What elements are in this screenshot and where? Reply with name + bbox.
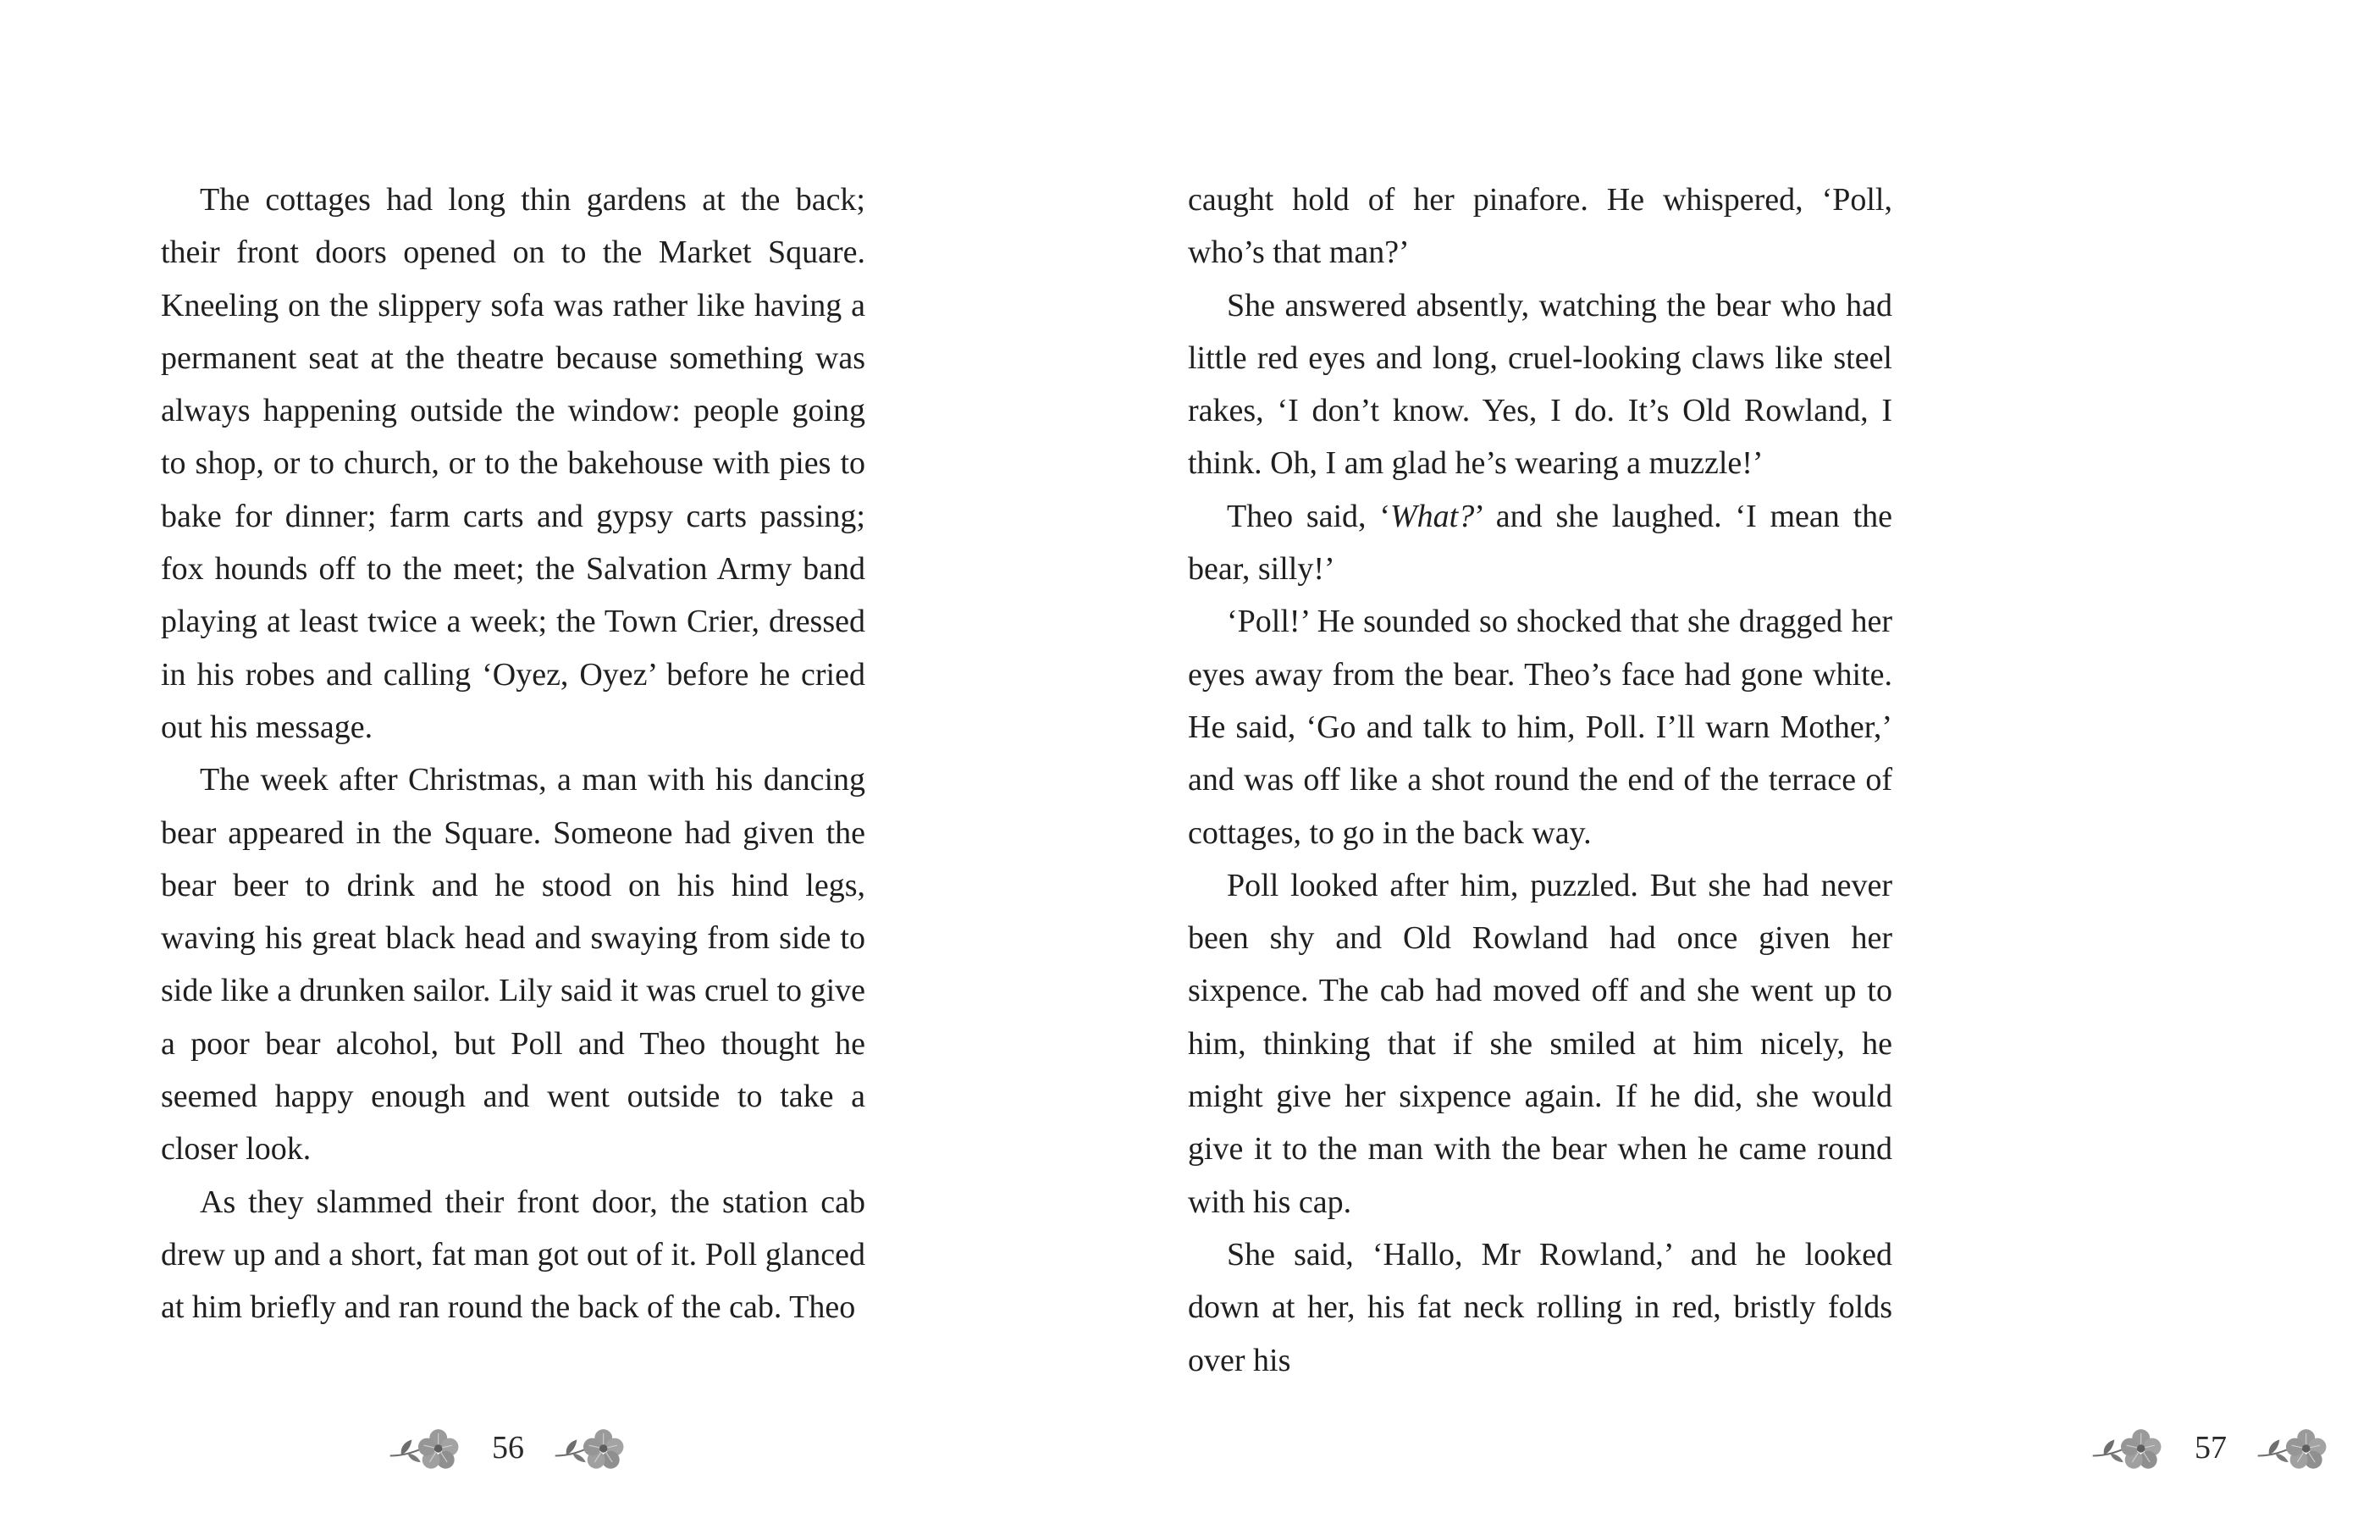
left-paragraph-1: The cottages had long thin gardens at the back; their front doors opened on to the Market Square. Kneeling on the slippery sofa was rather like having a permanent seat at the theatre because something was always happening outside the window: people going to shop, or to church, or to the bakehouse with pies to bake for dinner; farm carts and gypsy carts passing; fox hounds off to the meet; the Salvation Army band playing at least twice a week; the Town Crier, dressed in his robes and calling ‘Oyez, Oyez’ before he cried out his message. — [161, 182, 865, 745]
flower-sprig-icon — [2253, 1422, 2333, 1473]
right-paragraph-2: She answered absently, watching the bear who had little red eyes and long, cruel-looking claws like steel rakes, ‘I don’t know. Yes, I do. It’s Old Rowland, I think. Oh, I am glad he’s wearing a muzzle!’ — [1188, 287, 1892, 482]
right-page — [1016, 0, 2227, 1540]
right-page-text — [1188, 174, 1892, 1387]
paragraph-3-after: ’ and she laughed. ‘I mean the bear, silly!’ — [1188, 498, 1892, 588]
right-paragraph-1: caught hold of her pinafore. He whispered, ‘Poll, who’s that man?’ — [1188, 182, 1892, 271]
left-page-folio — [339, 1418, 677, 1477]
right-page-folio — [2041, 1418, 2380, 1477]
right-paragraph-4: ‘Poll!’ He sounded so shocked that she dragged her eyes away from the bear. Theo’s face had gone white. He said, ‘Go and talk to him, Poll. I’ll warn Mother,’ and was off like a shot round the end of the terrace of cottages, to go in the back way. — [1188, 604, 1892, 851]
page-number: 56 — [492, 1430, 524, 1465]
emphasis-what: What? — [1389, 498, 1475, 534]
flower-sprig-icon — [385, 1422, 466, 1473]
right-paragraph-6: She said, ‘Hallo, Mr Rowland,’ and he looked down at her, his fat neck rolling in red, bristly folds over his — [1188, 1236, 1892, 1378]
flower-sprig-icon — [550, 1422, 631, 1473]
left-paragraph-2: The week after Christmas, a man with his dancing bear appeared in the Square. Someone had given the bear beer to drink and he stood on his hind legs, waving his great black head and swaying from side to side like a drunken sailor. Lily said it was cruel to give a poor bear alcohol, but Poll and Theo thought he seemed happy enough and went outside to take a closer look. — [161, 762, 865, 1167]
page-number: 57 — [2195, 1430, 2227, 1465]
flower-sprig-icon — [2088, 1422, 2168, 1473]
right-paragraph-3 — [1188, 490, 1892, 596]
right-paragraph-5: Poll looked after him, puzzled. But she had never been shy and Old Rowland had once given her sixpence. The cab had moved off and she went up to him, thinking that if she smiled at him nicely, he might give her sixpence again. If he did, she would give it to the man with the bear when he came round with his cap. — [1188, 867, 1892, 1220]
left-page — [0, 0, 1016, 1540]
paragraph-3-before: Theo said, ‘ — [1227, 498, 1390, 534]
left-page-text — [161, 174, 865, 1334]
left-paragraph-3: As they slammed their front door, the station cab drew up and a short, fat man got out of it. Poll glanced at him briefly and ran round the back of the cab. Theo — [161, 1184, 865, 1326]
